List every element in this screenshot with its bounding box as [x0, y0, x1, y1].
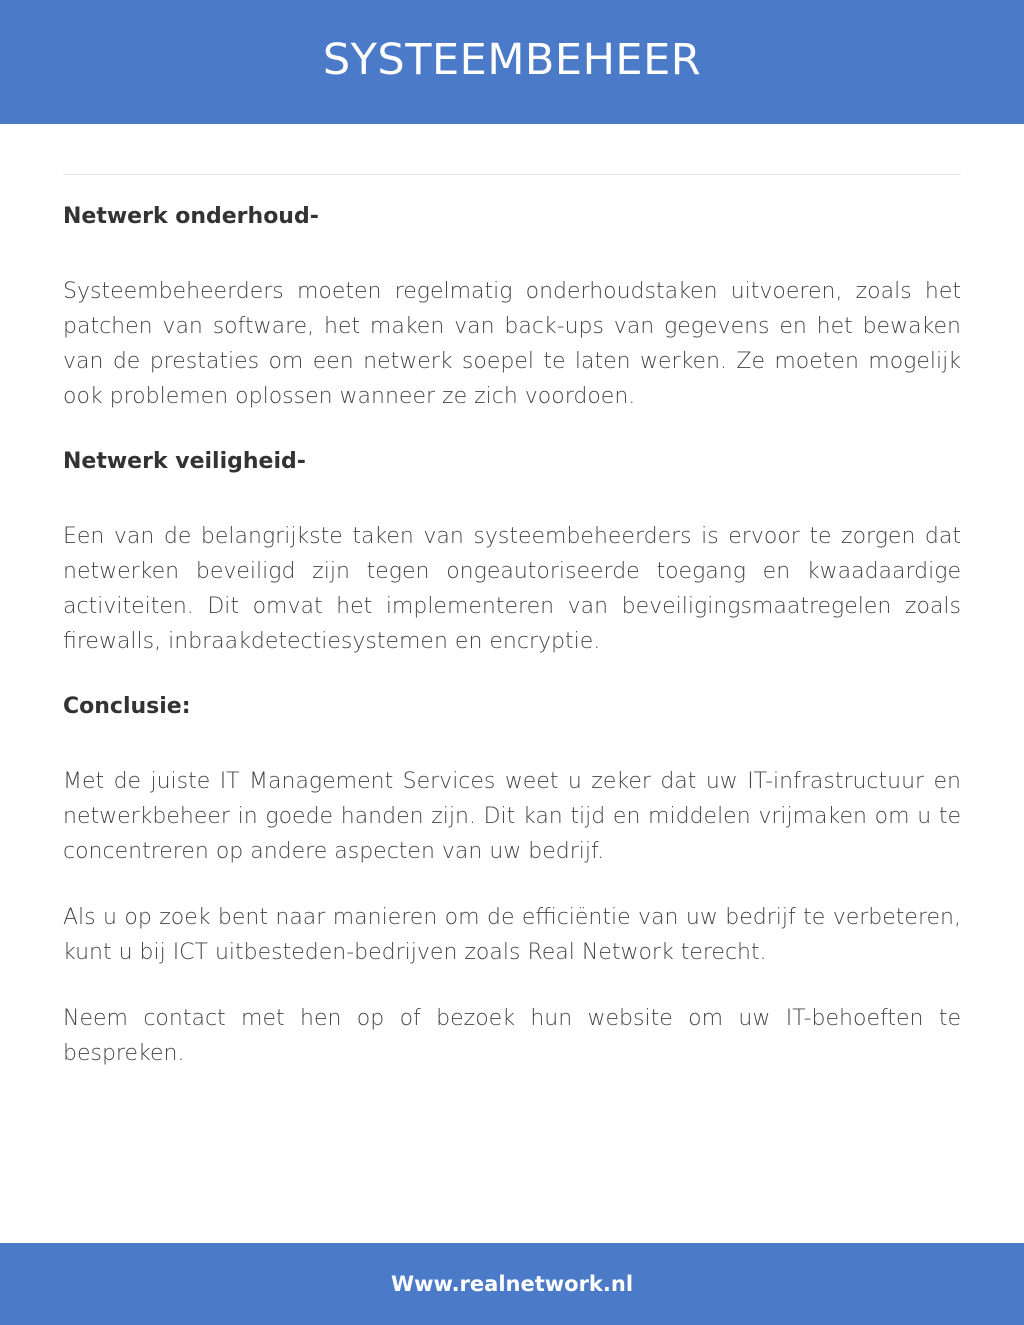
- section-conclusie: [63, 690, 961, 1071]
- page-title: SYSTEEMBEHEER: [322, 35, 702, 85]
- header-divider: [63, 174, 961, 175]
- section-heading: Conclusie:: [63, 694, 191, 719]
- section-netwerk-onderhoud: [63, 200, 961, 414]
- section-paragraph: Met de juiste IT Management Services weet u zeker dat uw IT-infrastructuur en netwerkbeheer in goede handen zijn. Dit kan tijd en middelen vrijmaken om u te concentreren op andere aspecten van uw bedrijf.: [63, 769, 961, 864]
- section-netwerk-veiligheid: [63, 445, 961, 659]
- section-paragraph: Als u op zoek bent naar manieren om de efficiëntie van uw bedrijf te verbeteren, kunt u bij ICT uitbesteden-bedrijven zoals Real Network terecht.: [63, 905, 961, 965]
- website-link[interactable]: Www.realnetwork.nl: [390, 1272, 634, 1296]
- section-heading: Netwerk onderhoud-: [63, 204, 319, 229]
- section-paragraph: Een van de belangrijkste taken van systeembeheerders is ervoor te zorgen dat netwerken beveiligd zijn tegen ongeautoriseerde toegang en kwaadaardige activiteiten. Dit omvat het implementeren van beveiligingsmaatregelen zoals firewalls, inbraakdetectiesystemen en encryptie.: [63, 524, 961, 654]
- section-paragraph: Systeembeheerders moeten regelmatig onderhoudstaken uitvoeren, zoals het patchen van software, het maken van back-ups van gegevens en het bewaken van de prestaties om een netwerk soepel te laten werken. Ze moeten mogelijk ook problemen oplossen wanneer ze zich voordoen.: [63, 279, 961, 409]
- main-content: [63, 200, 961, 1102]
- page-header: [0, 0, 1024, 124]
- section-paragraph: Neem contact met hen op of bezoek hun website om uw IT-behoeften te bespreken.: [63, 1006, 961, 1066]
- section-heading: Netwerk veiligheid-: [63, 449, 306, 474]
- page-footer: [0, 1243, 1024, 1325]
